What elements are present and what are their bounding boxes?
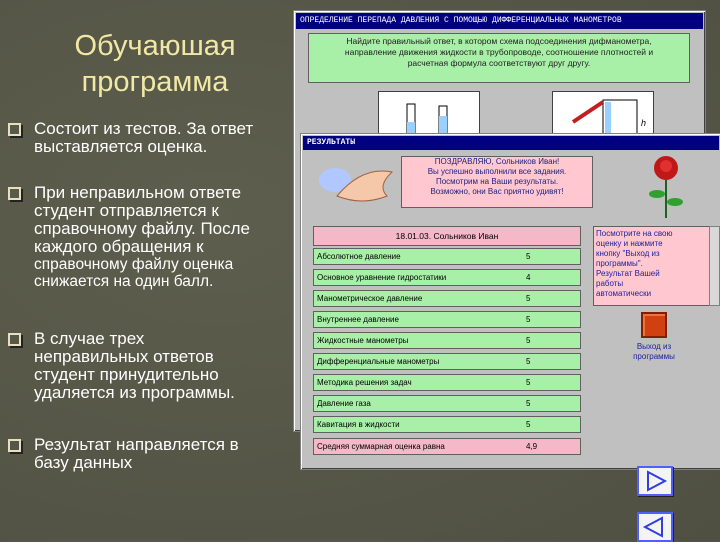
note-text: кнопку "Выход из: [596, 249, 660, 258]
next-slide-button[interactable]: [637, 466, 673, 496]
window-title-bar: РЕЗУЛЬТАТЫ: [303, 136, 719, 150]
note-text: автоматически: [596, 289, 652, 298]
bullet-text: Результат направляется в: [34, 435, 239, 454]
result-row: [313, 374, 581, 391]
topic-name: Давление газа: [317, 399, 371, 408]
exit-label-text: Выход из: [636, 342, 672, 351]
note-scrollbar[interactable]: [709, 226, 720, 306]
result-row: [313, 248, 581, 265]
diagram-letter: h: [641, 118, 647, 128]
question-text: расчетная формула соответствуют друг другу.: [407, 58, 591, 68]
slide-title-line-1: Обучаюшая: [74, 30, 236, 62]
bullet-text: студент отправляется к: [34, 201, 219, 220]
bullet-text: неправильных ответов: [34, 347, 214, 366]
topic-score: 5: [526, 336, 531, 345]
note-text: программы".: [596, 259, 643, 268]
result-row: [313, 416, 581, 433]
note-text: Результат Вашей: [596, 269, 660, 278]
topic-name: Дифференциальные манометры: [317, 357, 440, 366]
bullet-text: каждого обращения к: [34, 237, 204, 256]
question-text-panel: [308, 33, 690, 83]
question-text: направление движения жидкости в трубопроводе, соотношение плотностей и: [344, 47, 654, 57]
bullet-text: базу данных: [34, 453, 133, 472]
bullet-text: выставляется оценка.: [34, 137, 208, 156]
slide-title: [40, 28, 270, 100]
topic-score: 5: [526, 252, 531, 261]
topic-name: Кавитация в жидкости: [317, 420, 400, 429]
exit-program-label: [619, 342, 689, 362]
result-row: [313, 332, 581, 349]
bullet-subtext: снижается на один балл.: [34, 273, 214, 290]
previous-slide-button[interactable]: [637, 512, 673, 542]
result-row: [313, 290, 581, 307]
bullet-marker-icon: [8, 439, 21, 452]
bullet-subtext: справочному файлу оценка: [34, 256, 234, 273]
results-window: [300, 133, 720, 470]
topic-score: 5: [526, 315, 531, 324]
exit-program-button[interactable]: [641, 312, 667, 338]
bullet-text: удаляется из программы.: [34, 383, 235, 402]
topic-name: Абсолютное давление: [317, 252, 401, 261]
result-row: [313, 395, 581, 412]
congrats-text: Возможно, они Вас приятно удивят!: [430, 187, 564, 196]
congrats-text: Вы успешно выполнили все задания.: [427, 167, 567, 176]
instruction-note: [593, 226, 711, 306]
results-header: 18.01.03. Сольников Иван: [313, 226, 581, 246]
rose-clipart-icon: [641, 148, 691, 220]
note-text: оценку и нажмите: [596, 239, 663, 248]
result-row: [313, 353, 581, 370]
bullet-text: справочному файлу. После: [34, 219, 250, 238]
back-arrow-icon: [639, 514, 671, 540]
note-text: Посмотрите на свою: [596, 229, 673, 238]
result-row: [313, 269, 581, 286]
topic-score: 5: [526, 294, 531, 303]
next-arrow-icon: [639, 468, 671, 494]
topic-name: Методика решения задач: [317, 378, 412, 387]
average-score-row: [313, 438, 581, 455]
congratulation-panel: [401, 156, 593, 208]
slide-title-line-2: программа: [81, 66, 229, 98]
bullet-text: Состоит из тестов. За ответ: [34, 119, 254, 138]
topic-name: Внутреннее давление: [317, 315, 399, 324]
average-score: 4,9: [526, 442, 538, 451]
topic-name: Манометрическое давление: [317, 294, 423, 303]
bullet-text: студент принудительно: [34, 365, 219, 384]
result-row: [313, 311, 581, 328]
topic-score: 5: [526, 357, 531, 366]
hand-clipart-icon: [307, 156, 397, 212]
question-text: Найдите правильный ответ, в котором схема подсоединения дифманометра,: [346, 36, 652, 46]
bullet-marker-icon: [8, 123, 21, 136]
bullet-text: В случае трех: [34, 329, 145, 348]
exit-label-text: программы: [633, 352, 675, 361]
bullet-text: При неправильном ответе: [34, 183, 242, 202]
note-text: работы: [596, 279, 624, 288]
topic-name: Основное уравнение гидростатики: [317, 273, 447, 282]
congrats-text: Посмотрим на Ваши результаты.: [435, 177, 559, 186]
topic-name: Средняя суммарная оценка равна: [317, 442, 445, 451]
topic-name: Жидкостные манометры: [317, 336, 409, 345]
window-title-bar: ОПРЕДЕЛЕНИЕ ПЕРЕПАДА ДАВЛЕНИЯ С ПОМОЩЬЮ ДИФФЕРЕНЦИАЛЬНЫХ МАНОМЕТРОВ: [296, 13, 703, 29]
topic-score: 5: [526, 399, 531, 408]
bullet-marker-icon: [8, 333, 21, 346]
topic-score: 4: [526, 273, 531, 282]
congrats-text: ПОЗДРАВЛЯЮ, Сольников Иван!: [434, 157, 560, 166]
bullet-marker-icon: [8, 187, 21, 200]
topic-score: 5: [526, 378, 531, 387]
topic-score: 5: [526, 420, 531, 429]
